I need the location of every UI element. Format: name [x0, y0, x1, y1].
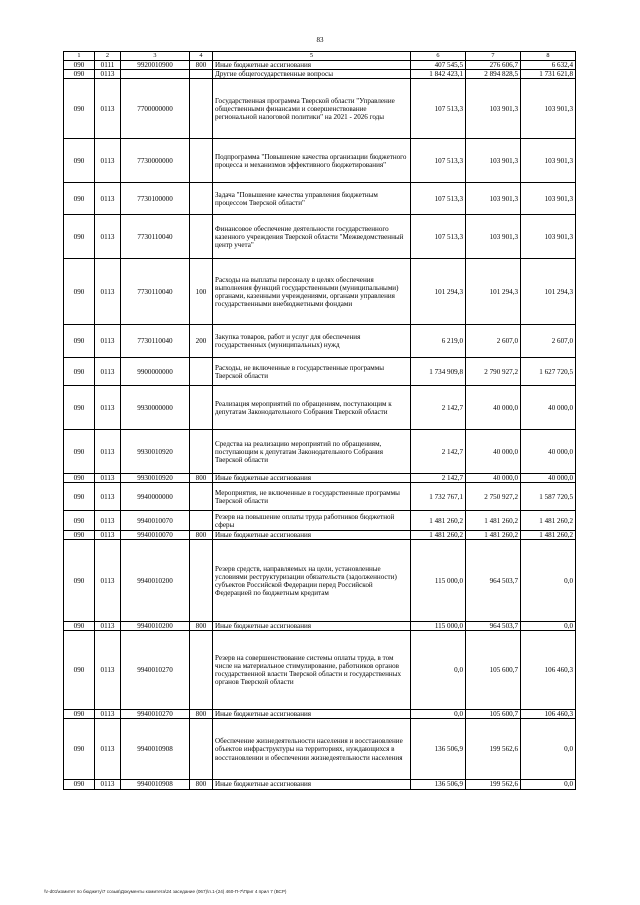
cell-amount-col8: 0,0: [521, 780, 576, 789]
page-number: 83: [316, 36, 324, 44]
cell-amount-col6: 136 506,9: [411, 719, 466, 780]
table-row: [64, 215, 576, 259]
cell-target-article: 9940010908: [121, 719, 190, 780]
cell-amount-col6: 107 513,3: [411, 139, 466, 183]
cell-department-code: 090: [64, 631, 95, 710]
cell-amount-col7: 40 000,0: [466, 474, 521, 483]
cell-department-code: 090: [64, 531, 95, 540]
cell-amount-col8: 1 627 720,5: [521, 358, 576, 386]
cell-target-article: 9940010070: [121, 511, 190, 531]
cell-department-code: 090: [64, 139, 95, 183]
cell-expense-type: [190, 70, 213, 79]
cell-amount-col6: 1 481 260,2: [411, 531, 466, 540]
table-row: [64, 631, 576, 710]
cell-section-code: 0113: [95, 540, 121, 622]
cell-name: Мероприятия, не включенные в государственные программы Тверской области: [213, 483, 411, 511]
cell-amount-col6: 107 513,3: [411, 183, 466, 215]
table-row: [64, 474, 576, 483]
cell-department-code: 090: [64, 474, 95, 483]
cell-name: Иные бюджетные ассигнования: [213, 710, 411, 719]
cell-section-code: 0113: [95, 183, 121, 215]
cell-department-code: 090: [64, 386, 95, 430]
cell-amount-col6: 107 513,3: [411, 215, 466, 259]
cell-amount-col8: 0,0: [521, 540, 576, 622]
table-row: [64, 710, 576, 719]
cell-section-code: 0113: [95, 719, 121, 780]
cell-target-article: 9930010920: [121, 430, 190, 474]
cell-amount-col7: 103 901,3: [466, 183, 521, 215]
table-row: [64, 622, 576, 631]
cell-section-code: 0113: [95, 325, 121, 358]
cell-amount-col6: 1 842 423,1: [411, 70, 466, 79]
cell-amount-col7: 103 901,3: [466, 139, 521, 183]
table-row: [64, 139, 576, 183]
cell-section-code: 0113: [95, 511, 121, 531]
cell-amount-col7: 2 750 927,2: [466, 483, 521, 511]
cell-expense-type: [190, 430, 213, 474]
table-row: [64, 531, 576, 540]
table-row: [64, 61, 576, 70]
cell-expense-type: 800: [190, 780, 213, 789]
cell-target-article: 7730110040: [121, 215, 190, 259]
cell-department-code: 090: [64, 215, 95, 259]
cell-target-article: 9940010908: [121, 780, 190, 789]
table-body: [64, 52, 576, 790]
cell-section-code: 0113: [95, 474, 121, 483]
cell-department-code: 090: [64, 70, 95, 79]
header-row: [64, 52, 576, 61]
cell-section-code: 0113: [95, 259, 121, 325]
cell-expense-type: 800: [190, 710, 213, 719]
table-row: [64, 540, 576, 622]
cell-amount-col6: 1 734 909,8: [411, 358, 466, 386]
cell-expense-type: [190, 183, 213, 215]
cell-target-article: 7730100000: [121, 183, 190, 215]
cell-department-code: 090: [64, 511, 95, 531]
cell-expense-type: 800: [190, 531, 213, 540]
cell-department-code: 090: [64, 79, 95, 139]
cell-amount-col8: 6 632,4: [521, 61, 576, 70]
table-row: [64, 79, 576, 139]
cell-name: Иные бюджетные ассигнования: [213, 531, 411, 540]
cell-section-code: 0113: [95, 531, 121, 540]
cell-target-article: 9920010900: [121, 61, 190, 70]
header-cell: 3: [121, 52, 190, 61]
budget-table: [63, 51, 576, 790]
table-row: [64, 70, 576, 79]
header-cell: 2: [95, 52, 121, 61]
cell-department-code: 090: [64, 430, 95, 474]
cell-section-code: 0113: [95, 358, 121, 386]
cell-name: Финансовое обеспечение деятельности государственного казенного учреждения Тверской области "Межведомственный центр учета": [213, 215, 411, 259]
cell-amount-col8: 0,0: [521, 719, 576, 780]
cell-amount-col6: 0,0: [411, 710, 466, 719]
cell-amount-col8: 106 460,3: [521, 631, 576, 710]
cell-amount-col7: 2 790 927,2: [466, 358, 521, 386]
cell-expense-type: [190, 139, 213, 183]
cell-amount-col8: 0,0: [521, 622, 576, 631]
cell-department-code: 090: [64, 259, 95, 325]
table-row: [64, 259, 576, 325]
cell-amount-col8: 103 901,3: [521, 215, 576, 259]
cell-section-code: 0113: [95, 710, 121, 719]
table-row: [64, 483, 576, 511]
cell-amount-col6: 2 142,7: [411, 386, 466, 430]
cell-expense-type: [190, 79, 213, 139]
cell-amount-col7: 103 901,3: [466, 215, 521, 259]
cell-amount-col7: 40 000,0: [466, 386, 521, 430]
cell-expense-type: 800: [190, 474, 213, 483]
cell-section-code: 0113: [95, 430, 121, 474]
cell-section-code: 0113: [95, 79, 121, 139]
cell-amount-col8: 1 481 260,2: [521, 511, 576, 531]
cell-section-code: 0111: [95, 61, 121, 70]
cell-amount-col6: 115 000,0: [411, 622, 466, 631]
cell-target-article: 9940010200: [121, 540, 190, 622]
cell-name: Иные бюджетные ассигнования: [213, 474, 411, 483]
cell-amount-col7: 199 562,6: [466, 719, 521, 780]
cell-amount-col8: 103 901,3: [521, 139, 576, 183]
cell-name: Резерв средств, направляемых на цели, установленные условиями реструктуризации обязательств (задолженности) субъектов Российской Федерации перед Российской Федерацией по бюджетным кредитам: [213, 540, 411, 622]
cell-amount-col7: 276 606,7: [466, 61, 521, 70]
cell-expense-type: [190, 631, 213, 710]
cell-name: Иные бюджетные ассигнования: [213, 780, 411, 789]
cell-amount-col7: 103 901,3: [466, 79, 521, 139]
cell-department-code: 090: [64, 622, 95, 631]
header-cell: 1: [64, 52, 95, 61]
footer-file-path: \\r-d01\комитет по бюджету\7 созыв\Документы комитета\24 заседание (067)\п.1-(24) 460-П-7\Приг 4 прил 7 (ВСР): [44, 889, 287, 894]
cell-amount-col7: 1 481 260,2: [466, 531, 521, 540]
cell-expense-type: 800: [190, 61, 213, 70]
table-row: [64, 183, 576, 215]
cell-department-code: 090: [64, 183, 95, 215]
table-row: [64, 325, 576, 358]
cell-amount-col8: 40 000,0: [521, 474, 576, 483]
cell-amount-col8: 40 000,0: [521, 430, 576, 474]
cell-amount-col6: 136 506,9: [411, 780, 466, 789]
cell-section-code: 0113: [95, 386, 121, 430]
cell-expense-type: [190, 511, 213, 531]
cell-amount-col6: 2 142,7: [411, 430, 466, 474]
cell-expense-type: 200: [190, 325, 213, 358]
cell-amount-col7: 964 503,7: [466, 622, 521, 631]
table-row: [64, 719, 576, 780]
cell-expense-type: [190, 719, 213, 780]
cell-amount-col6: 115 000,0: [411, 540, 466, 622]
table-row: [64, 386, 576, 430]
header-cell: 7: [466, 52, 521, 61]
cell-amount-col8: 40 000,0: [521, 386, 576, 430]
cell-expense-type: [190, 215, 213, 259]
header-cell: 8: [521, 52, 576, 61]
cell-amount-col8: 103 901,3: [521, 79, 576, 139]
cell-amount-col8: 1 587 720,5: [521, 483, 576, 511]
cell-target-article: 9940010270: [121, 710, 190, 719]
cell-expense-type: 800: [190, 622, 213, 631]
cell-section-code: 0113: [95, 631, 121, 710]
table-row: [64, 430, 576, 474]
cell-name: Задача "Повышение качества управления бюджетным процессом Тверской области": [213, 183, 411, 215]
header-cell: 4: [190, 52, 213, 61]
cell-department-code: 090: [64, 483, 95, 511]
cell-name: Подпрограмма "Повышение качества организации бюджетного процесса и механизмов эффективного бюджетирования": [213, 139, 411, 183]
cell-amount-col7: 964 503,7: [466, 540, 521, 622]
cell-name: Иные бюджетные ассигнования: [213, 61, 411, 70]
cell-target-article: 9900000000: [121, 358, 190, 386]
cell-amount-col8: 2 607,0: [521, 325, 576, 358]
cell-target-article: 9940000000: [121, 483, 190, 511]
table-row: [64, 780, 576, 789]
cell-target-article: 7730110040: [121, 325, 190, 358]
cell-section-code: 0113: [95, 780, 121, 789]
cell-target-article: 7730110040: [121, 259, 190, 325]
cell-target-article: 9930000000: [121, 386, 190, 430]
cell-department-code: 090: [64, 780, 95, 789]
cell-expense-type: [190, 540, 213, 622]
cell-amount-col7: 1 481 260,2: [466, 511, 521, 531]
cell-target-article: 9940010200: [121, 622, 190, 631]
header-cell: 6: [411, 52, 466, 61]
cell-amount-col8: 101 294,3: [521, 259, 576, 325]
cell-amount-col6: 0,0: [411, 631, 466, 710]
cell-department-code: 090: [64, 325, 95, 358]
cell-expense-type: [190, 483, 213, 511]
cell-target-article: 7700000000: [121, 79, 190, 139]
cell-amount-col7: 101 294,3: [466, 259, 521, 325]
cell-target-article: [121, 70, 190, 79]
cell-section-code: 0113: [95, 215, 121, 259]
cell-expense-type: 100: [190, 259, 213, 325]
cell-name: Иные бюджетные ассигнования: [213, 622, 411, 631]
cell-amount-col7: 105 600,7: [466, 631, 521, 710]
cell-amount-col7: 40 000,0: [466, 430, 521, 474]
cell-name: Обеспечение жизнедеятельности населения и восстановление объектов инфраструктуры на территориях, нуждающихся в восстановлении и обеспечении жизнедеятельности населения: [213, 719, 411, 780]
cell-amount-col6: 6 219,0: [411, 325, 466, 358]
cell-amount-col6: 1 481 260,2: [411, 511, 466, 531]
cell-department-code: 090: [64, 61, 95, 70]
cell-section-code: 0113: [95, 139, 121, 183]
cell-name: Резерв на повышение оплаты труда работников бюджетной сферы: [213, 511, 411, 531]
cell-department-code: 090: [64, 710, 95, 719]
cell-target-article: 9940010270: [121, 631, 190, 710]
header-cell: 5: [213, 52, 411, 61]
cell-name: Государственная программа Тверской области "Управление общественными финансами и совершенствование региональной налоговой политики" на 2021 - 2026 годы: [213, 79, 411, 139]
cell-amount-col8: 106 460,3: [521, 710, 576, 719]
cell-name: Другие общегосударственные вопросы: [213, 70, 411, 79]
cell-name: Закупка товаров, работ и услуг для обеспечения государственных (муниципальных) нужд: [213, 325, 411, 358]
cell-department-code: 090: [64, 719, 95, 780]
cell-amount-col7: 199 562,6: [466, 780, 521, 789]
cell-amount-col6: 101 294,3: [411, 259, 466, 325]
cell-amount-col8: 1 481 260,2: [521, 531, 576, 540]
cell-expense-type: [190, 386, 213, 430]
table-row: [64, 511, 576, 531]
cell-section-code: 0113: [95, 622, 121, 631]
cell-name: Расходы на выплаты персоналу в целях обеспечения выполнения функций государственными (муниципальными) органами, казенными учреждениями, органами управления государственными внебюджетными фондами: [213, 259, 411, 325]
cell-target-article: 7730000000: [121, 139, 190, 183]
cell-name: Средства на реализацию мероприятий по обращениям, поступающим к депутатам Законодательного Собрания Тверской области: [213, 430, 411, 474]
cell-target-article: 9940010070: [121, 531, 190, 540]
cell-amount-col8: 1 731 621,8: [521, 70, 576, 79]
cell-department-code: 090: [64, 358, 95, 386]
cell-name: Резерв на совершенствование системы оплаты труда, в том числе на материальное стимулирование, работников органов государственной власти Тверской области и государственных органов Тверской области: [213, 631, 411, 710]
cell-amount-col7: 2 607,0: [466, 325, 521, 358]
table-row: [64, 358, 576, 386]
cell-department-code: 090: [64, 540, 95, 622]
cell-expense-type: [190, 358, 213, 386]
cell-amount-col7: 105 600,7: [466, 710, 521, 719]
cell-section-code: 0113: [95, 70, 121, 79]
cell-amount-col8: 103 901,3: [521, 183, 576, 215]
cell-section-code: 0113: [95, 483, 121, 511]
cell-amount-col7: 2 894 828,5: [466, 70, 521, 79]
cell-amount-col6: 2 142,7: [411, 474, 466, 483]
cell-amount-col6: 1 732 767,1: [411, 483, 466, 511]
cell-name: Расходы, не включенные в государственные программы Тверской области: [213, 358, 411, 386]
cell-target-article: 9930010920: [121, 474, 190, 483]
cell-amount-col6: 107 513,3: [411, 79, 466, 139]
cell-amount-col6: 407 545,5: [411, 61, 466, 70]
cell-name: Реализация мероприятий по обращениям, поступающим к депутатам Законодательного Собрания Тверской области: [213, 386, 411, 430]
